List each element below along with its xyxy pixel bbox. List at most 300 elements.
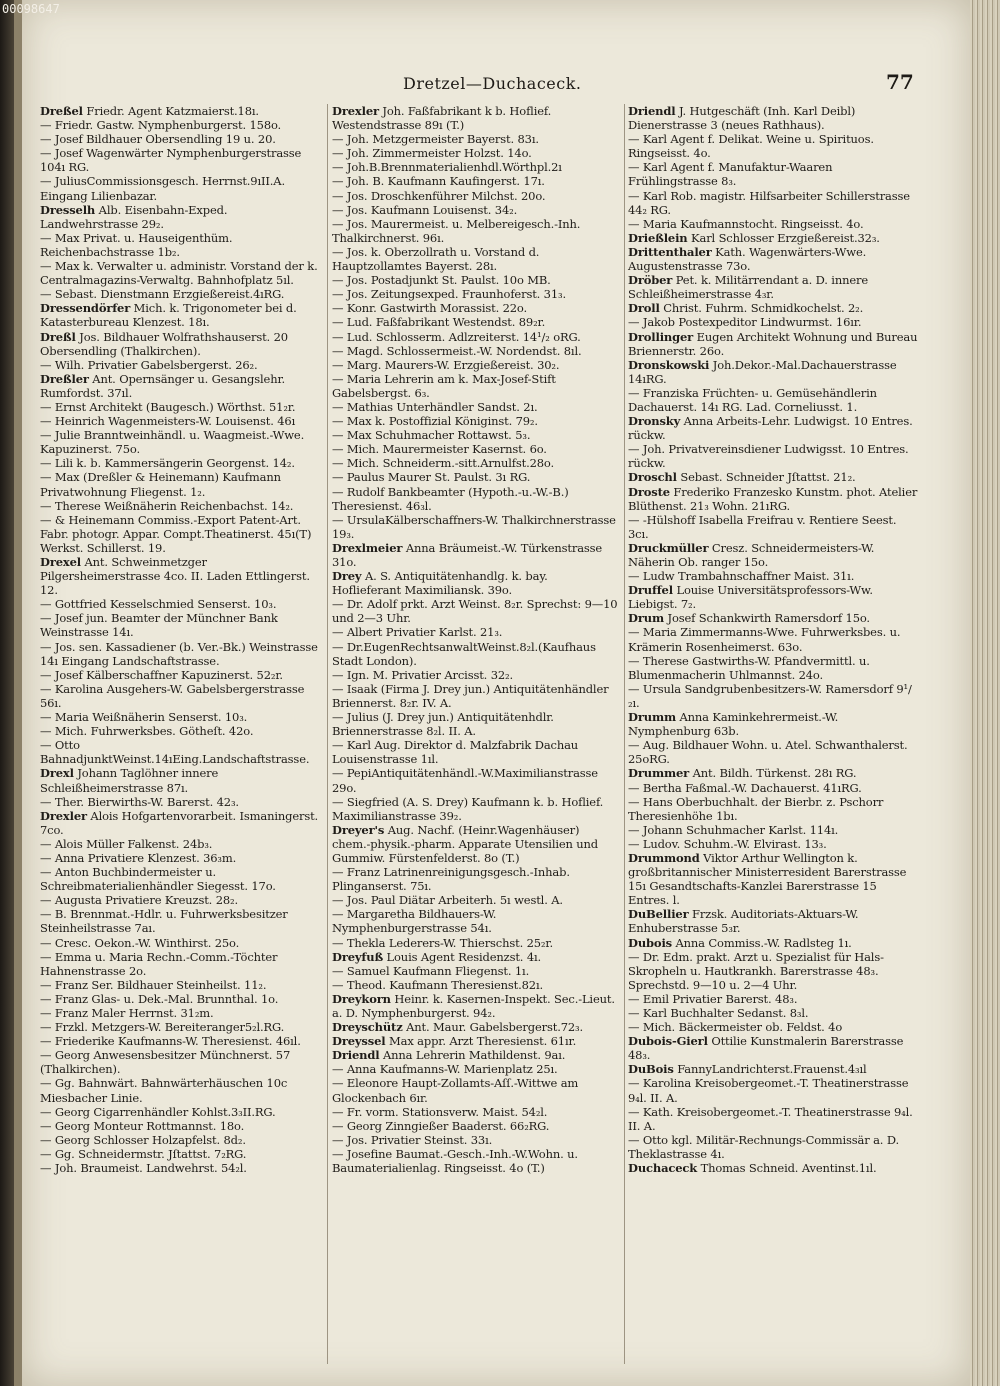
directory-entry — [628, 541, 920, 569]
entry-details: — Karl Buchhalter Sedanst. 8₃l. — [628, 1006, 809, 1020]
entry-details: — Sebast. Dienstmann Erzgießereist.4ıRG. — [40, 287, 285, 302]
entry-details: — Paulus Maurer St. Paulst. 3ı RG. — [332, 470, 531, 485]
entry-details: Ant. Opernsänger u. Gesangslehr. Rumfordst. 37ıl. — [40, 371, 286, 400]
directory-entry — [628, 611, 920, 625]
directory-entry — [40, 766, 322, 794]
entry-surname: Drexel — [40, 555, 81, 569]
directory-entry — [40, 851, 322, 865]
directory-entry — [40, 1161, 322, 1175]
directory-entry — [40, 118, 322, 132]
directory-entry — [628, 1076, 920, 1104]
directory-entry — [628, 625, 920, 653]
directory-entry — [628, 569, 920, 583]
entry-details: — Alois Müller Falkenst. 24b₃. — [40, 836, 213, 851]
directory-entry — [628, 950, 920, 992]
entry-surname: Driendl — [628, 104, 676, 118]
entry-details: — Isaak (Firma J. Drey jun.) Antiquitätenhändler Briennerst. 8₂r. IV. A. — [332, 681, 609, 710]
entry-details: — Josef Wagenwärter Nymphenburgerstrasse 104ı RG. — [40, 146, 302, 175]
entry-details: — Josef jun. Beamter der Münchner Bank Weinstrasse 14ı. — [40, 611, 278, 640]
entry-surname: Dreßl — [40, 329, 76, 344]
directory-entry — [332, 978, 620, 992]
entry-details: — Franz Ser. Bildhauer Steinheilst. 11₂. — [40, 977, 267, 992]
entry-details: — Joh. Braumeist. Landwehrst. 54₂l. — [40, 1161, 247, 1176]
directory-entry — [332, 936, 620, 950]
directory-entry — [628, 386, 920, 414]
entry-details: — Max k. Verwalter u. administr. Vorstand der k. Centralmagazins-Verwaltg. Bahnhofplatz 5ıl. — [40, 259, 318, 288]
directory-entry — [40, 1076, 322, 1104]
entry-surname: Dreykorn — [332, 991, 391, 1006]
directory-entry — [628, 823, 920, 837]
scan-id-stamp: 00098647 — [2, 2, 60, 16]
entry-details: — Dr.EugenRechtsanwaltWeinst.8₂l.(Kaufhaus Stadt London). — [332, 639, 596, 668]
directory-entry — [332, 189, 620, 203]
directory-entry — [332, 414, 620, 428]
directory-entry — [332, 132, 620, 146]
entry-details: — Jos. k. Oberzollrath u. Vorstand d. Hauptzollamtes Bayerst. 28ı. — [332, 244, 540, 274]
entry-details: — Josefine Baumat.-Gesch.-Inh.-W.Wohn. u. Baumaterialienlag. Ringseisst. 4o (T.) — [332, 1146, 578, 1176]
directory-entry — [332, 146, 620, 160]
directory-entry — [40, 978, 322, 992]
directory-column-2 — [332, 104, 620, 1175]
entry-details: Alois Hofgartenvorarbeit. Ismaningerst. 7co. — [40, 808, 319, 837]
directory-entry — [332, 217, 620, 245]
entry-surname: Dronsky — [628, 414, 681, 429]
directory-entry — [628, 1105, 920, 1133]
entry-surname: Druckmüller — [628, 540, 709, 555]
entry-details: — Karolina Kreisobergeomet.-T. Theatinerstrasse 9₄l. II. A. — [628, 1076, 909, 1105]
directory-entry — [40, 358, 322, 372]
directory-entry — [40, 287, 322, 301]
entry-details: — Karl Agent f. Delikat. Weine u. Spirituos. Ringseisst. 4o. — [628, 132, 874, 161]
directory-entry — [40, 865, 322, 893]
directory-entry — [332, 893, 620, 907]
directory-entry — [40, 456, 322, 470]
directory-entry — [332, 964, 620, 978]
entry-details: — Thekla Lederers-W. Thierschst. 25₂r. — [332, 935, 553, 950]
entry-details: — Georg Cigarrenhändler Kohlst.3₃II.RG. — [40, 1104, 276, 1119]
entry-surname: Dröber — [628, 273, 673, 288]
directory-column-1 — [40, 104, 322, 1175]
directory-entry — [40, 174, 322, 202]
directory-entry — [40, 936, 322, 950]
entry-surname: Drummer — [628, 766, 690, 781]
directory-entry — [332, 301, 620, 315]
directory-entry — [40, 795, 322, 809]
entry-surname: Dresselh — [40, 202, 96, 217]
entry-details: — Karl Agent f. Manufaktur-Waaren Frühlingstrasse 8₃. — [628, 160, 833, 189]
entry-details: — Jos. sen. Kassadiener (b. Ver.-Bk.) Weinstrasse 14ı Eingang Landschaftstrasse. — [40, 639, 318, 668]
entry-details: — B. Brennmat.-Hdlr. u. Fuhrwerksbesitzer Steinheilstrasse 7aı. — [40, 907, 288, 936]
entry-details: Anna Kaminkehrermeist.-W. Nymphenburg 63b. — [628, 710, 839, 739]
entry-details: — Rudolf Bankbeamter (Hypoth.-u.-W.-B.) Theresienst. 46₃l. — [332, 484, 569, 513]
directory-entry — [40, 1020, 322, 1034]
entry-details: — Jos. Droschkenführer Milchst. 20o. — [332, 188, 546, 203]
directory-entry — [332, 1133, 620, 1147]
entry-details: — Magd. Schlossermeist.-W. Nordendst. 8ıl. — [332, 343, 582, 358]
directory-entry — [40, 907, 322, 935]
entry-surname: Dubois-Gierl — [628, 1034, 708, 1049]
entry-details: — & Heinemann Commiss.-Export Patent-Art. Fabr. photogr. Appar. Compt.Theatinerst. 45ı(T) Werkst. Schillerst. 19. — [40, 512, 312, 555]
directory-entry — [40, 611, 322, 639]
entry-details: Aug. Nachf. (Heinr.Wagenhäuser) chem.-physik.-pharm. Apparate Utensilien und Gummiw. Fürstenfelderst. 8o (T.) — [332, 822, 599, 865]
entry-details: — Dr. Edm. prakt. Arzt u. Spezialist für Hals- Skropheln u. Hautkrankh. Barerstrasse 48₃. Sprechstd. 9—10 u. 2—4 Uhr. — [628, 949, 884, 992]
directory-entry — [332, 315, 620, 329]
entry-details: — Karl Rob. magistr. Hilfsarbeiter Schillerstrasse 44₂ RG. — [628, 188, 910, 217]
entry-details: — Jos. Paul Diätar Arbeiterh. 5ı westl. A. — [332, 893, 563, 908]
directory-entry — [40, 837, 322, 851]
entry-details: — Marg. Maurers-W. Erzgießereist. 30₂. — [332, 357, 560, 372]
entry-details: — Siegfried (A. S. Drey) Kaufmann k. b. Hoflief. Maximilianstrasse 39₂. — [332, 794, 604, 823]
entry-details: — Cresc. Oekon.-W. Winthirst. 25o. — [40, 935, 240, 950]
entry-details: — Anna Privatiere Klenzest. 36₃m. — [40, 850, 237, 865]
entry-details: — JuliusCommissionsgesch. Herrnst.9ıII.A. Eingang Lilienbazar. — [40, 174, 285, 203]
entry-details: — Mathias Unterhändler Sandst. 2ı. — [332, 399, 538, 414]
directory-entry — [628, 936, 920, 950]
entry-details: Josef Schankwirth Ramersdorf 15o. — [667, 611, 870, 626]
entry-details: — Josef Kälberschaffner Kapuzinerst. 52₂r. — [40, 667, 283, 682]
entry-details: — PepiAntiquitätenhändl.-W.Maximilianstrasse 29o. — [332, 766, 598, 795]
directory-entry — [332, 668, 620, 682]
directory-entry — [628, 273, 920, 301]
entry-details: Joh.Dekor.-Mal.Dachauerstrasse 14ıRG. — [628, 357, 897, 386]
entry-surname: Dreyer's — [332, 822, 385, 837]
entry-details: — Maria Zimmermanns-Wwe. Fuhrwerksbes. u. Krämerin Rosenheimerst. 63o. — [628, 625, 901, 654]
directory-entry — [332, 1147, 620, 1175]
directory-entry — [628, 231, 920, 245]
directory-entry — [332, 358, 620, 372]
directory-entry — [40, 1048, 322, 1076]
entry-details: — Joh. Privatvereinsdiener Ludwigsst. 10 Entres. rückw. — [628, 442, 909, 471]
entry-details: Ant. Schweinmetzger Pilgersheimerstrasse 4co. II. Laden Ettlingerst. 12. — [40, 555, 310, 598]
entry-surname: DuBellier — [628, 907, 689, 922]
directory-entry — [332, 400, 620, 414]
directory-entry — [628, 132, 920, 160]
entry-details: — Friedr. Gastw. Nymphenburgerst. 158o. — [40, 118, 282, 133]
entry-details: — Julie Branntweinhändl. u. Waagmeist.-Wwe. Kapuzinerst. 75o. — [40, 428, 305, 457]
entry-details: — Aug. Bildhauer Wohn. u. Atel. Schwanthalerst. 25oRG. — [628, 738, 908, 767]
directory-entry — [628, 738, 920, 766]
entry-surname: Drexl — [40, 766, 74, 781]
directory-entry — [332, 597, 620, 625]
directory-column-3 — [628, 104, 920, 1175]
entry-details: — Georg Monteur Rottmannst. 18o. — [40, 1118, 245, 1133]
entry-details: Ant. Maur. Gabelsbergerst.72₃. — [406, 1020, 584, 1035]
entry-details: — Konr. Gastwirth Morassist. 22o. — [332, 301, 528, 316]
entry-details: — Fr. vorm. Stationsverw. Maist. 54₂l. — [332, 1104, 548, 1119]
entry-surname: Drey — [332, 569, 362, 584]
directory-entry — [628, 358, 920, 386]
entry-details: — Otto kgl. Militär-Rechnungs-Commissär a. D. Theklastrasse 4ı. — [628, 1132, 899, 1161]
entry-surname: Druffel — [628, 583, 673, 598]
directory-entry — [40, 372, 322, 400]
entry-surname: Dubois — [628, 935, 672, 950]
entry-details: Sebast. Schneider Jſtattst. 21₂. — [680, 470, 856, 485]
directory-entry — [628, 1034, 920, 1062]
directory-entry — [628, 414, 920, 442]
entry-details: — Mich. Maurermeister Kasernst. 6o. — [332, 442, 547, 457]
page-header — [22, 70, 970, 100]
entry-details: — Jos. Zeitungsexped. Fraunhoferst. 31₃. — [332, 287, 566, 302]
directory-entry — [40, 893, 322, 907]
directory-entry — [628, 795, 920, 823]
entry-details: — Karolina Ausgehers-W. Gabelsbergerstrasse 56ı. — [40, 681, 305, 710]
directory-entry — [628, 189, 920, 217]
entry-details: — Theod. Kaufmann Theresienst.82ı. — [332, 977, 543, 992]
entry-details: Thomas Schneid. Aventinst.1ıl. — [700, 1161, 877, 1176]
entry-details: — Augusta Privatiere Kreuzst. 28₂. — [40, 893, 238, 908]
directory-entry — [332, 640, 620, 668]
directory-entry — [40, 1147, 322, 1161]
entry-surname: Dreyssel — [332, 1034, 386, 1049]
entry-surname: Dressendörfer — [40, 301, 131, 316]
entry-details: — Emil Privatier Barerst. 48₃. — [628, 991, 798, 1006]
directory-entry — [628, 104, 920, 132]
entry-details: Frederiko Franzesko Kunstm. phot. Atelier Blüthenst. 21₃ Wohn. 21ıRG. — [628, 484, 918, 513]
directory-entry — [40, 499, 322, 513]
entry-details: — Mich. Schneiderm.-sitt.Arnulfst.28o. — [332, 456, 555, 471]
entry-details: — Emma u. Maria Rechn.-Comm.-Töchter Hahnenstrasse 2o. — [40, 949, 278, 978]
entry-details: Anna Arbeits-Lehr. Ludwigst. 10 Entres. rückw. — [628, 414, 913, 443]
entry-details: — Ludw Trambahnschaffner Maist. 31ı. — [628, 569, 855, 584]
entry-surname: Drittenthaler — [628, 244, 712, 259]
directory-entry — [40, 1133, 322, 1147]
entry-details: — Bertha Faßmal.-W. Dachauerst. 41ıRG. — [628, 780, 862, 795]
directory-entry — [40, 513, 322, 555]
entry-details: Christ. Fuhrm. Schmidkochelst. 2₂. — [663, 301, 864, 316]
entry-details: Ottilie Kunstmalerin Barerstrasse 48₃. — [628, 1034, 904, 1063]
entry-details: — Albert Privatier Karlst. 21₃. — [332, 625, 503, 640]
directory-entry — [628, 851, 920, 907]
directory-entry — [332, 160, 620, 174]
directory-entry — [628, 160, 920, 188]
entry-details: — Maria Lehrerin am k. Max-Josef-Stift Gabelsbergst. 6₃. — [332, 371, 556, 400]
entry-details: Pet. k. Militärrendant a. D. innere Schleißheimerstrasse 4₃r. — [628, 273, 869, 302]
directory-entry — [40, 950, 322, 978]
entry-details: — Georg Anwesensbesitzer Münchnerst. 57 (Thalkirchen). — [40, 1048, 291, 1077]
entry-surname: Droste — [628, 484, 670, 499]
entry-details: J. Hutgeschäft (Inh. Karl Deibl) Dienerstrasse 3 (neues Rathhaus). — [628, 104, 856, 133]
running-title: Dretzel—Duchaceck. — [403, 74, 582, 93]
entry-details: Louise Universitätsprofessors-Ww. Liebigst. 7₂. — [628, 583, 873, 612]
directory-entry — [332, 682, 620, 710]
book-spine-shadow — [0, 0, 14, 1386]
directory-entry — [332, 442, 620, 456]
entry-details: — Mich. Fuhrwerksbes. Götheſt. 42o. — [40, 724, 254, 739]
entry-details: Mich. k. Trigonometer bei d. Katasterbureau Klenzest. 18ı. — [40, 301, 297, 330]
entry-details: Friedr. Agent Katzmaierst.18ı. — [86, 104, 259, 118]
entry-surname: Droschl — [628, 470, 677, 485]
directory-entry — [40, 992, 322, 1006]
directory-entry — [628, 513, 920, 541]
directory-entry — [40, 414, 322, 428]
entry-details: Viktor Arthur Wellington k. großbritannischer Ministerresident Barerstrasse 15ı Gesandtschafts-Kanzlei Barerstrasse 15 Entres. l. — [628, 850, 907, 908]
entry-details: — Samuel Kaufmann Fliegenst. 1ı. — [332, 963, 530, 978]
directory-entry — [332, 1076, 620, 1104]
directory-entry — [40, 330, 322, 358]
directory-entry — [628, 654, 920, 682]
entry-surname: Drumm — [628, 710, 676, 725]
entry-details: — Margaretha Bildhauers-W. Nymphenburgerstrasse 54ı. — [332, 907, 497, 936]
directory-entry — [40, 597, 322, 611]
directory-entry — [332, 273, 620, 287]
entry-details: FannyLandrichterst.Frauenst.4₃ıl — [677, 1062, 867, 1077]
entry-details: — Max Privat. u. Hauseigenthüm. Reichenbachstrasse 1b₂. — [40, 230, 233, 259]
directory-entry — [332, 1105, 620, 1119]
directory-entry — [40, 231, 322, 259]
directory-entry — [332, 738, 620, 766]
directory-entry — [40, 710, 322, 724]
entry-details: — Georg Zinngießer Baaderst. 66₂RG. — [332, 1118, 550, 1133]
directory-entry — [628, 766, 920, 780]
directory-entry — [628, 442, 920, 470]
entry-details: — Franz Glas- u. Dek.-Mal. Brunnthal. 1o. — [40, 991, 279, 1006]
entry-details: — Ludov. Schuhm.-W. Elvirast. 13₃. — [628, 836, 827, 851]
directory-entry — [332, 865, 620, 893]
directory-entry — [332, 1119, 620, 1133]
entry-details: — Eleonore Haupt-Zollamts-Aſſ.-Wittwe am Glockenbach 6ır. — [332, 1076, 579, 1105]
directory-entry — [40, 470, 322, 498]
entry-details: — Dr. Adolf prkt. Arzt Weinst. 8₂r. Sprechst: 9—10 und 2—3 Uhr. — [332, 597, 618, 626]
directory-entry — [40, 428, 322, 456]
entry-details: Heinr. k. Kasernen-Inspekt. Sec.-Lieut. a. D. Nymphenburgerst. 94₂. — [332, 991, 615, 1020]
entry-details: — Lud. Faßfabrikant Westendst. 89₂r. — [332, 315, 546, 330]
directory-entry — [332, 470, 620, 484]
directory-entry — [40, 738, 322, 766]
entry-details: Eugen Architekt Wohnung und Bureau Briennerstr. 26o. — [628, 329, 918, 358]
directory-entry — [628, 245, 920, 273]
entry-details: — UrsulaKälberschaffners-W. Thalkirchnerstrasse 19₃. — [332, 512, 616, 541]
directory-entry — [332, 569, 620, 597]
entry-details: Max appr. Arzt Theresienst. 61ır. — [388, 1034, 577, 1049]
directory-entry — [628, 992, 920, 1006]
directory-entry — [40, 1006, 322, 1020]
entry-details: — Ign. M. Privatier Arcisst. 32₂. — [332, 667, 513, 682]
entry-surname: DuBois — [628, 1062, 674, 1077]
directory-entry — [332, 823, 620, 865]
entry-details: Kath. Wagenwärters-Wwe. Augustenstrasse 73o. — [628, 244, 867, 274]
directory-entry — [40, 259, 322, 287]
entry-details: Joh. Faßfabrikant k b. Hoflief. Westendstrasse 89ı (T.) — [332, 104, 552, 133]
entry-details: — Julius (J. Drey jun.) Antiquitätenhdlr. Briennerstrasse 8₂l. II. A. — [332, 710, 554, 739]
directory-entry — [40, 668, 322, 682]
directory-entry — [332, 104, 620, 132]
entry-details: — Max Schuhmacher Rottawst. 5₃. — [332, 428, 531, 443]
directory-entry — [332, 950, 620, 964]
entry-surname: Duchaceck — [628, 1161, 698, 1176]
directory-entry — [332, 245, 620, 273]
directory-entry — [628, 682, 920, 710]
entry-details: — Jakob Postexpeditor Lindwurmst. 16ır. — [628, 315, 862, 330]
directory-entry — [332, 1062, 620, 1076]
directory-entry — [332, 344, 620, 358]
directory-entry — [40, 1105, 322, 1119]
entry-details: — Josef Bildhauer Obersendling 19 u. 20. — [40, 132, 276, 147]
entry-details: Cresz. Schneidermeisters-W. Näherin Ob. ranger 15o. — [628, 540, 875, 569]
directory-entry — [40, 1034, 322, 1048]
column-divider — [624, 104, 625, 1364]
directory-entry — [40, 146, 322, 174]
entry-details: Ant. Bildh. Türkenst. 28ı RG. — [692, 766, 857, 781]
entry-details: — Jos. Privatier Steinst. 33ı. — [332, 1132, 493, 1147]
directory-entry — [332, 710, 620, 738]
entry-surname: Drollinger — [628, 329, 694, 344]
entry-details: Frzsk. Auditoriats-Aktuars-W. Enhuberstrasse 5₃r. — [628, 907, 859, 936]
entry-details: Karl Schlosser Erzgießereist.32₃. — [691, 230, 880, 245]
page-number: 77 — [886, 70, 914, 94]
entry-details: A. S. Antiquitätenhandlg. k. bay. Hoflieferant Maximiliansk. 39o. — [332, 569, 548, 598]
entry-surname: Drum — [628, 611, 664, 626]
directory-entry — [40, 1119, 322, 1133]
directory-entry — [332, 203, 620, 217]
entry-details: — Mich. Bäckermeister ob. Feldst. 4o — [628, 1020, 843, 1035]
directory-entry — [332, 907, 620, 935]
directory-entry — [40, 809, 322, 837]
entry-surname: Drießlein — [628, 230, 688, 245]
entry-surname: Drexler — [40, 808, 87, 823]
directory-entry — [332, 174, 620, 188]
entry-details: — Kath. Kreisobergeomet.-T. Theatinerstrasse 9₄l. II. A. — [628, 1104, 913, 1133]
directory-entry — [332, 1020, 620, 1034]
entry-surname: Droll — [628, 301, 660, 316]
directory-entry — [332, 330, 620, 344]
directory-entry — [628, 1062, 920, 1076]
entry-details: — Gg. Bahnwärt. Bahnwärterhäuschen 10c Miesbacher Linie. — [40, 1076, 288, 1105]
column-divider — [327, 104, 328, 1364]
entry-details: — Therese Weißnäherin Reichenbachst. 14₂. — [40, 498, 294, 513]
directory-entry — [628, 837, 920, 851]
directory-entry — [628, 583, 920, 611]
directory-entry — [628, 485, 920, 513]
directory-entry — [332, 513, 620, 541]
entry-details: Louis Agent Residenzst. 4ı. — [386, 949, 542, 964]
directory-entry — [332, 766, 620, 794]
directory-entry — [628, 470, 920, 484]
entry-details: Jos. Bildhauer Wolfrathshauserst. 20 Obersendling (Thalkirchen). — [40, 329, 288, 358]
directory-entry — [628, 781, 920, 795]
entry-details: — Jos. Postadjunkt St. Paulst. 10o MB. — [332, 273, 551, 288]
entry-surname: Dronskowski — [628, 357, 710, 372]
entry-details: Anna Lehrerin Mathildenst. 9aı. — [382, 1048, 566, 1063]
entry-surname: Drummond — [628, 850, 700, 865]
directory-entry — [628, 1133, 920, 1161]
entry-details: — Joh. Metzgermeister Bayerst. 83ı. — [332, 132, 539, 147]
directory-entry — [40, 682, 322, 710]
entry-surname: Dreßel — [40, 104, 83, 118]
entry-details: — Lud. Schlosserm. Adlzreiterst. 14¹/₂ oRG. — [332, 329, 581, 344]
directory-entry — [40, 132, 322, 146]
entry-details: — Maria Weißnäherin Senserst. 10₃. — [40, 710, 248, 725]
directory-entry — [628, 301, 920, 315]
entry-details: — Joh.B.Brennmaterialienhdl.Wörthpl.2ı — [332, 160, 562, 175]
directory-entry — [40, 203, 322, 231]
entry-details: — Anton Buchbindermeister u. Schreibmaterialienhändler Siegesst. 17o. — [40, 865, 276, 894]
entry-surname: Dreyfuß — [332, 949, 384, 964]
directory-entry — [40, 724, 322, 738]
entry-details: — Karl Aug. Direktor d. Malzfabrik Dachau Louisenstrasse 1ıl. — [332, 738, 579, 767]
directory-entry — [332, 1034, 620, 1048]
directory-entry — [332, 625, 620, 639]
directory-entry — [628, 907, 920, 935]
directory-entry — [332, 456, 620, 470]
entry-details: — Gg. Schneidermstr. Jſtattst. 7₂RG. — [40, 1146, 247, 1161]
entry-details: — Gottfried Kesselschmied Senserst. 10₃. — [40, 597, 277, 612]
entry-details: — Maria Kaufmannstocht. Ringseisst. 4o. — [628, 216, 864, 231]
directory-entry — [628, 1006, 920, 1020]
directory-entry — [332, 992, 620, 1020]
directory-entry — [332, 485, 620, 513]
entry-details: — Hans Oberbuchhalt. der Bierbr. z. Pschorr Theresienhöhe 1bı. — [628, 794, 884, 823]
directory-entry — [332, 541, 620, 569]
